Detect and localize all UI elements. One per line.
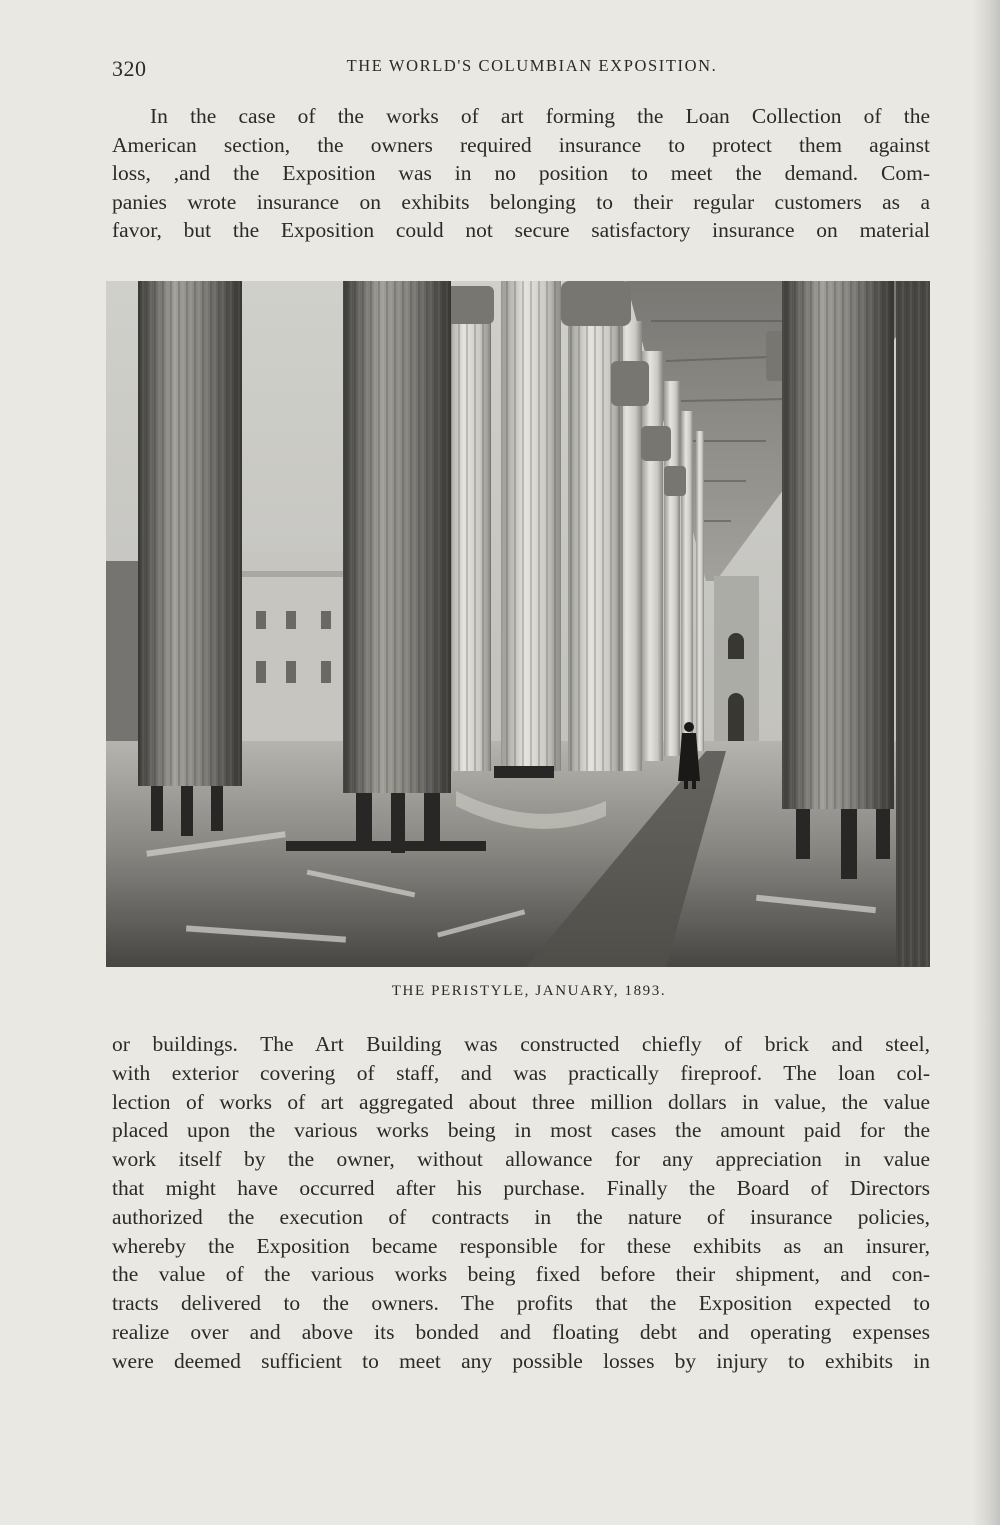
photograph-illustration: [106, 281, 930, 967]
text-line: authorized the execution of contracts in the nature of insurance policies,: [112, 1204, 930, 1229]
text-line: work itself by the owner, without allowance for any appreciation in value: [112, 1147, 930, 1172]
text-line: In the case of the works of art forming the Loan Collection of the: [150, 104, 930, 128]
text-line: tracts delivered to the owners. The profits that the Exposition expected to: [112, 1291, 930, 1316]
peristyle-photograph: [106, 281, 930, 967]
text-line: with exterior covering of staff, and was practically fireproof. The loan col-: [112, 1060, 930, 1085]
text-line: lection of works of art aggregated about three million dollars in value, the value: [112, 1089, 930, 1114]
text-line: that might have occurred after his purchase. Finally the Board of Directors: [112, 1175, 930, 1200]
page-edge-shadow: [972, 0, 1000, 1525]
text-line: the value of the various works being fixed before their shipment, and con-: [112, 1262, 930, 1287]
text-line: placed upon the various works being in most cases the amount paid for the: [112, 1118, 930, 1143]
paragraph-bottom: [112, 1030, 930, 1376]
text-line: or buildings. The Art Building was constructed chiefly of brick and steel,: [112, 1032, 930, 1056]
running-head: [112, 54, 932, 82]
text-line: whereby the Exposition became responsible for these exhibits as an insurer,: [112, 1233, 930, 1258]
text-line: loss, ,and the Exposition was in no position to meet the demand. Com-: [112, 161, 930, 185]
text-line: were deemed sufficient to meet any possible losses by injury to exhibits in: [112, 1348, 930, 1373]
running-head-title: THE WORLD'S COLUMBIAN EXPOSITION.: [346, 56, 718, 75]
text-line: American section, the owners required insurance to protect them against: [112, 132, 930, 157]
text-line: panies wrote insurance on exhibits belonging to their regular customers as a: [112, 189, 930, 214]
paragraph-top: [112, 102, 930, 245]
text-line: favor, but the Exposition could not secure satisfactory insurance on material: [112, 218, 930, 242]
figure-caption: THE PERISTYLE, JANUARY, 1893.: [391, 983, 667, 999]
page-number: 320: [112, 56, 147, 81]
text-line: realize over and above its bonded and floating debt and operating expenses: [112, 1319, 930, 1344]
